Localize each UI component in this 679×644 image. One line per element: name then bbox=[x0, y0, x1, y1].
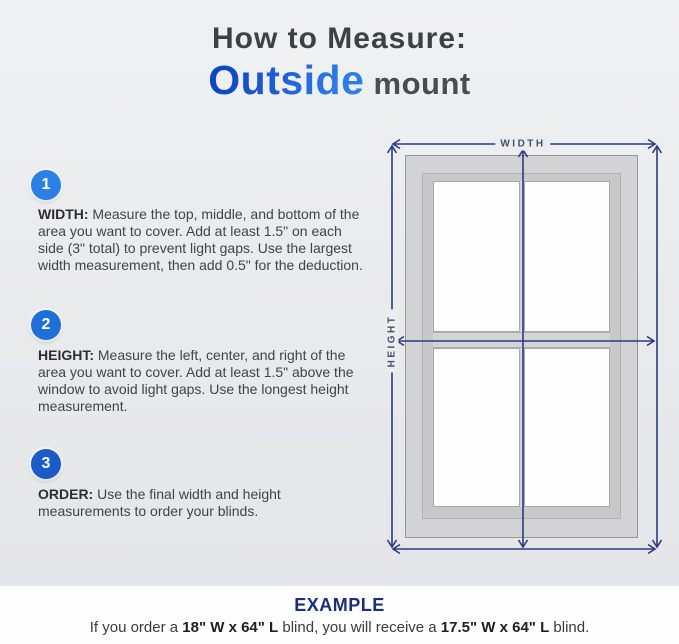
title-suffix-mount: mount bbox=[364, 66, 471, 101]
example-prefix: If you order a bbox=[89, 619, 183, 636]
example-sentence bbox=[0, 619, 679, 636]
step-1-badge bbox=[31, 170, 61, 200]
page-title bbox=[0, 22, 679, 103]
example-ordered-size: 18" W x 64" L bbox=[182, 619, 279, 636]
width-dimension-label: WIDTH bbox=[495, 138, 550, 151]
step-2-number: 2 bbox=[41, 316, 51, 333]
example-received-size: 17.5" W x 64" L bbox=[440, 619, 550, 636]
step-3-badge bbox=[31, 449, 61, 479]
step-2-text bbox=[38, 347, 370, 415]
step-3-number: 3 bbox=[41, 455, 51, 472]
step-1-body: Measure the top, middle, and bottom of the area you want to cover. Add at least 1.5" on each side (3" total) to prevent light gaps. Use the largest width measurement, then add 0.5" for the deduction. bbox=[38, 206, 363, 273]
title-line2 bbox=[0, 58, 679, 103]
step-3-label: ORDER: bbox=[38, 486, 94, 502]
step-2-body: Measure the left, center, and right of the area you want to cover. Add at least 1.5" above the window to avoid light gaps. Use the longest height measurement. bbox=[38, 347, 354, 414]
example-suffix: blind. bbox=[549, 619, 590, 636]
example-middle: blind, you will receive a bbox=[278, 619, 441, 636]
step-2-label: HEIGHT: bbox=[38, 347, 94, 363]
example-section bbox=[0, 586, 679, 644]
measurement-arrows bbox=[380, 130, 675, 565]
title-highlight-outside: Outside bbox=[208, 57, 365, 103]
height-dimension-label: HEIGHT bbox=[386, 310, 399, 373]
step-2-badge bbox=[31, 310, 61, 340]
step-3-body: Use the final width and height measurements to order your blinds. bbox=[38, 486, 281, 519]
step-1-text bbox=[38, 206, 370, 274]
step-1-number: 1 bbox=[41, 176, 51, 193]
title-line1: How to Measure: bbox=[211, 22, 468, 55]
example-heading: EXAMPLE bbox=[294, 595, 385, 615]
step-3-text bbox=[38, 486, 370, 520]
step-1-label: WIDTH: bbox=[38, 206, 89, 222]
window-measurement-diagram bbox=[380, 130, 675, 565]
